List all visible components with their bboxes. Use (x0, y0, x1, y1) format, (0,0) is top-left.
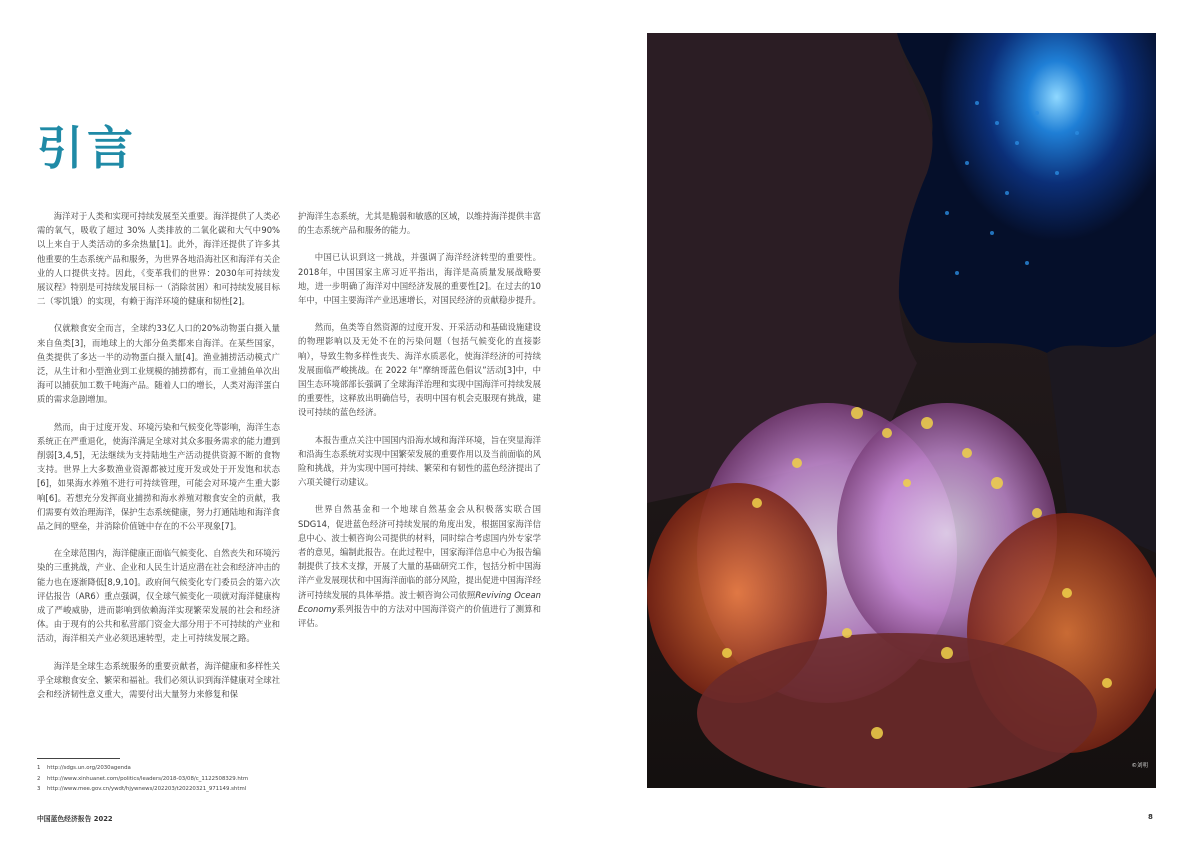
footnote-link[interactable]: http://sdgs.un.org/2030agenda (47, 765, 131, 771)
page-title: 引言 (37, 121, 137, 175)
footnote-number: 3 (37, 786, 41, 792)
paragraph-text: 系列报告中的方法对中国海洋资产的价值进行了测算和评估。 (298, 603, 541, 629)
footnote-number: 1 (37, 765, 41, 771)
left-text-column (37, 209, 280, 714)
paragraph-text: 世界自然基金和一个地球自然基金会从积极落实联合国SDG14，促进蓝色经济可持续发展的角度出发，根据国家海洋信息中心、波士顿咨询公司提供的材料，同时综合考虑国内外专家学者的意见，编制此报告。在此过程中，国家海洋信息中心为报告编制提供了技术支撑，开展了大量的基础研究工作，包括分析中国海洋产业发展现状和中国海洋面临的部分风险，提出促进中国海洋经济可持续发展的具体举措。波士顿咨询公司依照 (298, 504, 541, 600)
coral-reef-illustration (647, 33, 1156, 788)
page-number: 8 (1148, 813, 1153, 821)
footnote (37, 763, 297, 774)
paragraph: 然而，鱼类等自然资源的过度开发、开采活动和基础设施建设的物理影响以及无处不在的污染问题（包括气候变化的直接影响），导致生物多样性丧失、海洋水质恶化，使海洋经济的可持续发展面临严峻挑战。在 2022 年“摩纳哥蓝色倡议”活动[3]中，中国生态环境部部长强调了全球海洋治理和实现中国海洋可持续发展的重要性，这释放出明确信号，表明中国有机会克服现有挑战，建设可持续的蓝色经济。 (298, 322, 541, 418)
paragraph: 中国已认识到这一挑战，并强调了海洋经济转型的重要性。2018年，中国国家主席习近平指出，海洋是高质量发展战略要地，进一步明确了海洋对中国经济发展的重要性[2]。在过去的10年中，中国主要海洋产业迅速增长，对国民经济的贡献稳步提升。 (298, 252, 541, 306)
footnote-number: 2 (37, 775, 41, 782)
paragraph: 海洋是全球生态系统服务的重要贡献者，海洋健康和多样性关乎全球粮食安全、繁荣和福祉。我们必须认识到海洋健康对全球社会和经济韧性意义重大，需要付出大量努力来修复和保 (37, 660, 280, 700)
paragraph: 本报告重点关注中国国内沿海水域和海洋环境，旨在突显海洋和沿海生态系统对实现中国繁荣发展的重要作用以及当前面临的风险和挑战，并为实现中国可持续、繁荣和有韧性的蓝色经济提出了六项关键行动建议。 (298, 434, 541, 488)
footnote-divider (37, 758, 120, 759)
footnote (37, 784, 297, 795)
paragraph (298, 502, 541, 630)
photo-credit: ©刘明 (1131, 763, 1148, 769)
paragraph: 仅就粮食安全而言，全球约33亿人口的20%动物蛋白摄入量来自鱼类[3]，而地球上的大部分鱼类都来自海洋。在某些国家，鱼类提供了多达一半的动物蛋白摄入量[4]。渔业捕捞活动模式广泛，从生计和小型渔业到工业规模的捕捞都有，而工业捕鱼单次出海可以捕获加工数千吨海产品。随着人口的增长，人类对海洋蛋白质的需求急剧增加。 (37, 323, 280, 405)
paragraph: 海洋对于人类和实现可持续发展至关重要。海洋提供了人类必需的氧气，吸收了超过 30% 人类排放的二氧化碳和大气中90%以上来自于人类活动的多余热量[1]。此外，海洋还提供了许多其他重要的生态系统产品和服务，为世界各地沿海社区和海洋有关企业的人口提供支持。因此，《变革我们的世界：2030年可持续发展议程》特别是可持续发展目标一（消除贫困）和可持续发展目标二（零饥饿）的实现，有赖于海洋环境的健康和韧性[2]。 (37, 211, 280, 307)
middle-text-column (298, 209, 541, 643)
footnote (37, 774, 297, 785)
paragraph: 在全球范围内，海洋健康正面临气候变化、自然丧失和环境污染的三重挑战，产业、企业和人民生计适应潜在社会和经济冲击的能力也在逐渐降低[8,9,10]。政府间气候变化专门委员会的第六次评估报告（AR6）重点强调，仅全球气候变化一项就对海洋健康构成了严峻威胁，进而影响到依赖海洋实现繁荣发展的社会和经济体。由于现有的公共和私营部门资金大部分用于不可持续的产业和活动，海洋相关产业必须迅速转型，走上可持续发展之路。 (37, 548, 280, 644)
italic-series-name: Reviving Ocean Economy (298, 589, 541, 614)
paragraph: 然而，由于过度开发、环境污染和气候变化等影响，海洋生态系统正在严重退化，使海洋满足全球对其众多服务需求的能力遭到削弱[3,4,5]，无法继续为支持陆地生产活动提供资源不断的食物支持。世界上大多数渔业资源都被过度开发或处于开发饱和状态[6]，如果海水养殖不进行可持续管理，可能会对环境产生重大影响[6]。若想充分发挥商业捕捞和海水养殖对粮食安全的贡献，我们需要有效治理海洋，保护生态系统健康，努力打通陆地和海洋食品之间的壁垒，并消除价值链中存在的不公平现象[7]。 (37, 421, 280, 532)
paragraph: 护海洋生态系统，尤其是脆弱和敏感的区域，以维持海洋提供丰富的生态系统产品和服务的能力。 (298, 211, 541, 236)
footnote-link[interactable]: http://www.xinhuanet.com/politics/leaders/2018-03/08/c_1122508329.htm (47, 775, 249, 782)
footer-report-name: 中国蓝色经济报告 2022 (37, 815, 113, 823)
footnote-link[interactable]: http://www.mee.gov.cn/ywdt/hjywnews/202203/t20220321_971149.shtml (47, 786, 247, 792)
footnotes (37, 763, 297, 795)
coral-reef-photo (647, 33, 1156, 788)
